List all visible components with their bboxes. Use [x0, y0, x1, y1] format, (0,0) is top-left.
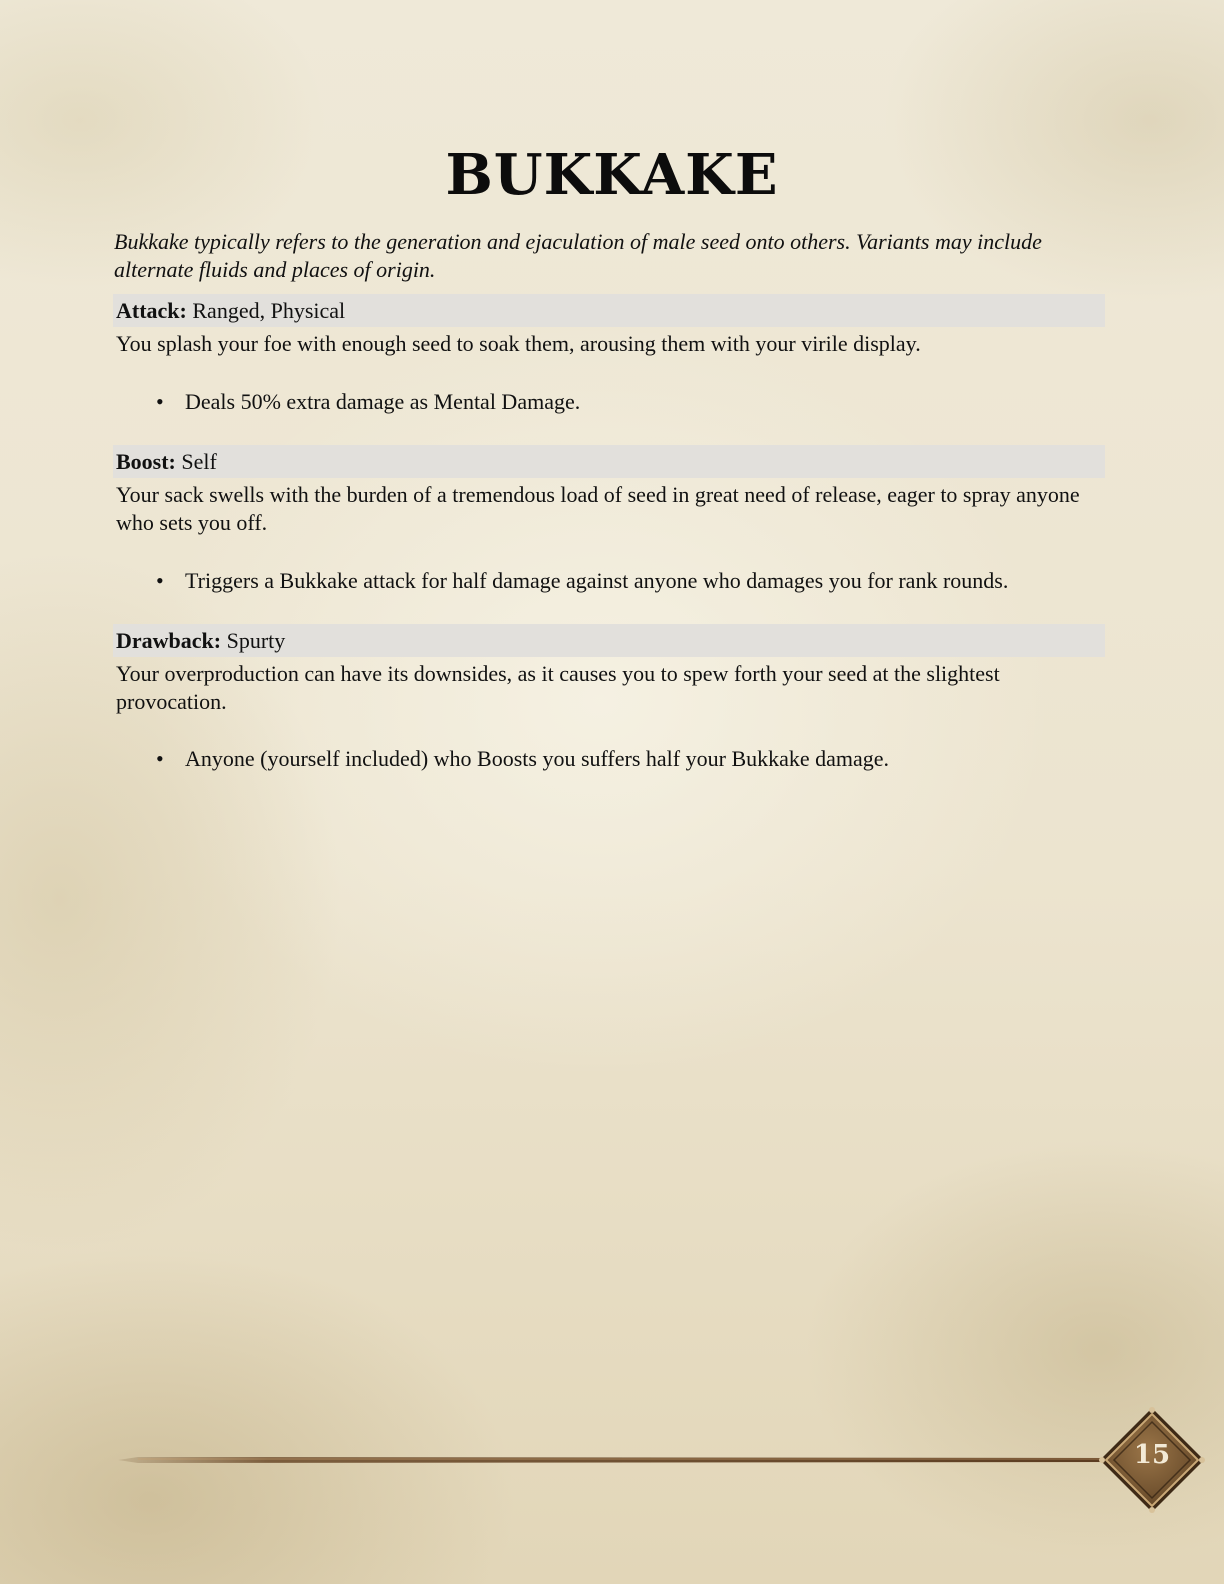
drawback-bullet: [156, 745, 1106, 773]
boost-header: [113, 445, 1105, 478]
drawback-header: [113, 624, 1105, 657]
attack-header: [113, 294, 1105, 327]
drawback-bullet-text: Anyone (yourself included) who Boosts you suffers half your Bukkake damage.: [185, 746, 890, 771]
bullet-glyph: •: [156, 389, 164, 414]
boost-bullet: [156, 567, 1106, 595]
boost-value: Self: [175, 449, 217, 474]
bullet-glyph: •: [156, 568, 164, 593]
attack-value: Ranged, Physical: [186, 298, 346, 323]
attack-bullet: [156, 388, 1106, 416]
page-number: 15: [1133, 1440, 1171, 1470]
page-title: BUKKAKE: [445, 142, 779, 208]
attack-description: You splash your foe with enough seed to soak them, arousing them with your virile display.: [116, 331, 921, 356]
attack-bullet-text: Deals 50% extra damage as Mental Damage.: [185, 389, 581, 414]
boost-description: Your sack swells with the burden of a tremendous load of seed in great need of release, eager to spray anyone who sets you off.: [116, 482, 1080, 535]
drawback-description: Your overproduction can have its downsides, as it causes you to spew forth your seed at the slightest provocation.: [116, 661, 1000, 714]
drawback-label: Drawback:: [116, 628, 222, 653]
boost-label: Boost:: [116, 449, 176, 474]
boost-bullet-text: Triggers a Bukkake attack for half damage against anyone who damages you for rank rounds.: [185, 568, 1009, 593]
drawback-value: Spurty: [221, 628, 286, 653]
attack-label: Attack:: [116, 298, 187, 323]
footer-rule: [118, 1455, 1118, 1465]
intro-text: Bukkake typically refers to the generation and ejaculation of male seed onto others. Variants may include alternate fluids and places of origin.: [114, 229, 1042, 282]
bullet-glyph: •: [156, 746, 164, 771]
